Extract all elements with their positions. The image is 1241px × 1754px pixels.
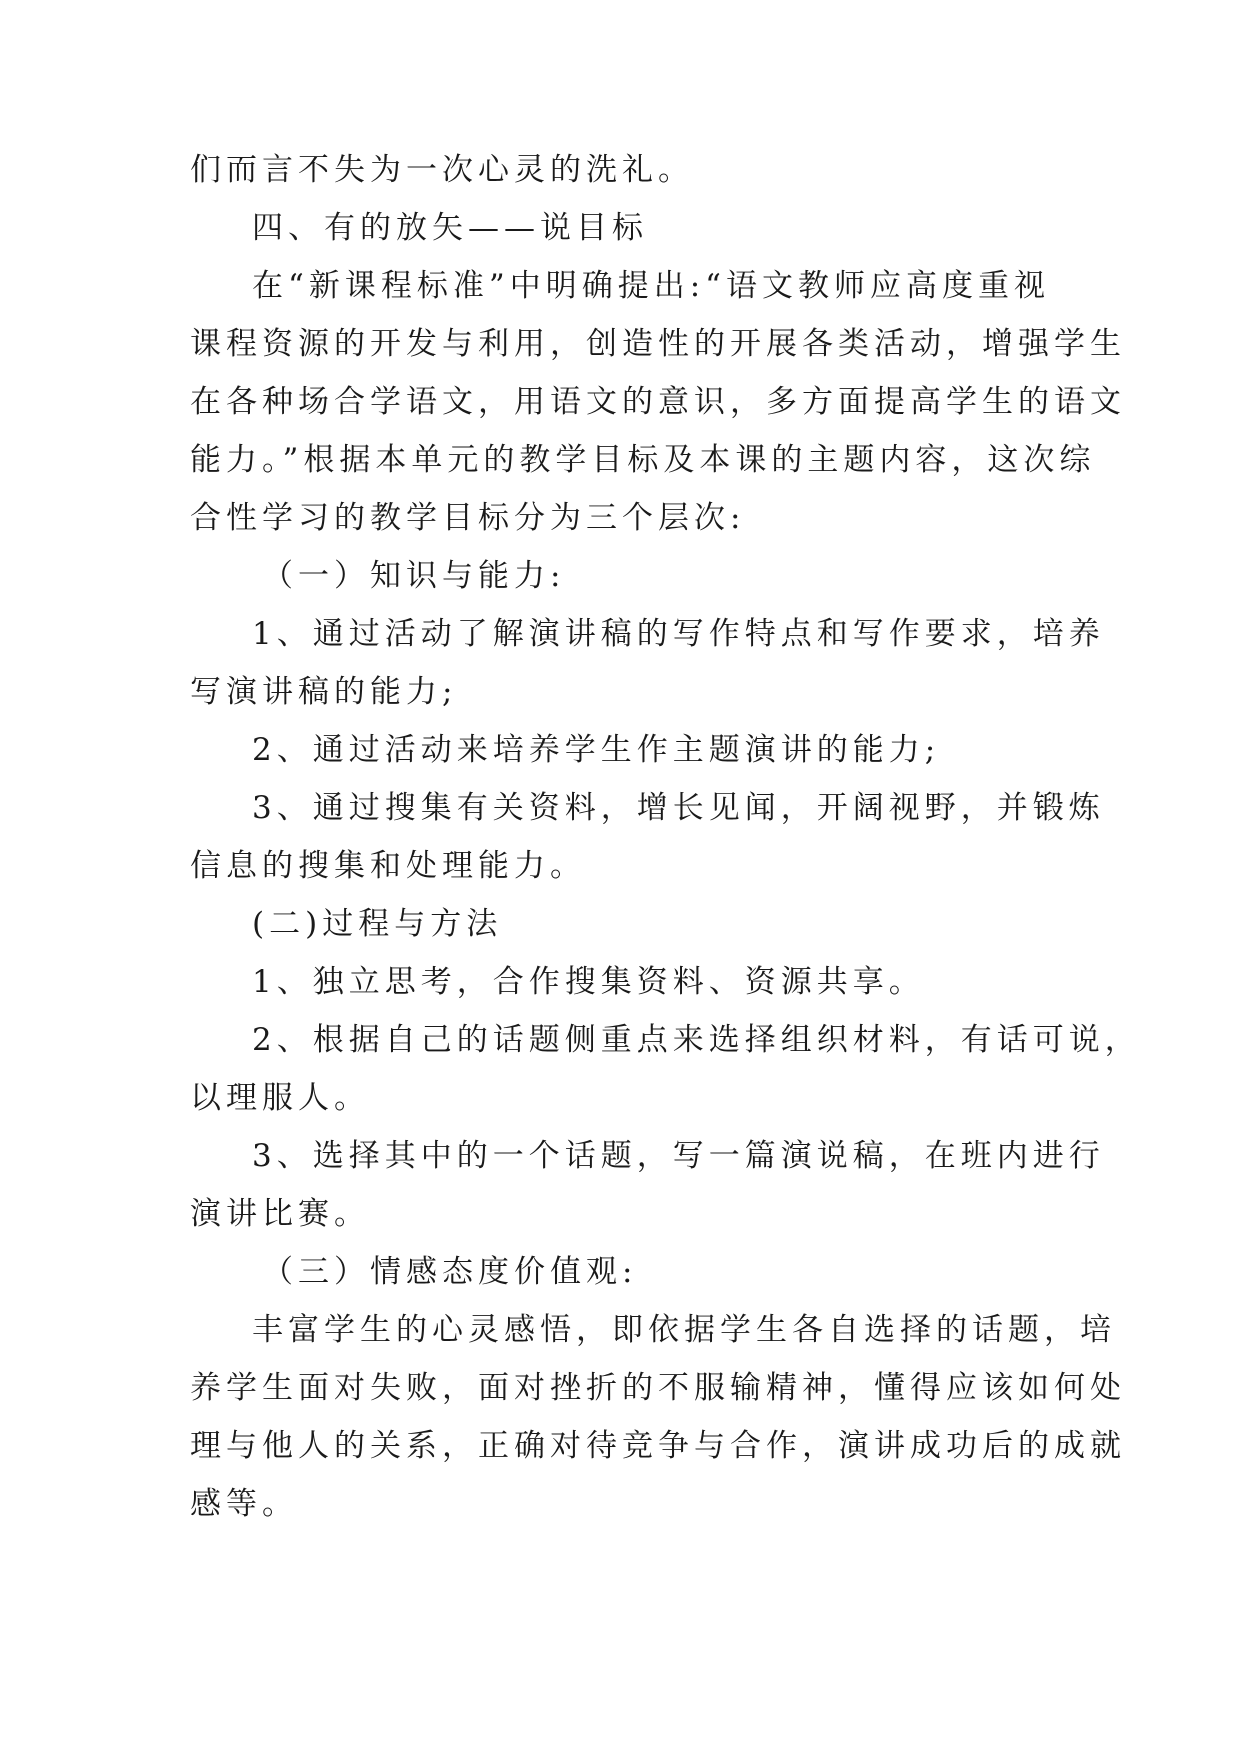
list-item: 2、通过活动来培养学生作主题演讲的能力; (252, 732, 941, 768)
list-item: 3、选择其中的一个话题，写一篇演说稿，在班内进行 (252, 1138, 1105, 1174)
paragraph-line: 演讲比赛。 (190, 1196, 370, 1232)
list-item: 1、独立思考，合作搜集资料、资源共享。 (252, 964, 925, 1000)
paragraph-line: 课程资源的开发与利用，创造性的开展各类活动，增强学生 (190, 326, 1126, 362)
paragraph-line: 理与他人的关系，正确对待竞争与合作，演讲成功后的成就 (190, 1428, 1126, 1464)
paragraph-line: 们而言不失为一次心灵的洗礼。 (190, 152, 694, 188)
paragraph-line: 合性学习的教学目标分为三个层次: (190, 500, 746, 536)
paragraph-line: 在“新课程标准”中明确提出:“语文教师应高度重视 (252, 268, 1050, 304)
paragraph-line: 写演讲稿的能力; (190, 674, 458, 710)
paragraph-line: 丰富学生的心灵感悟，即依据学生各自选择的话题，培 (252, 1312, 1116, 1348)
paragraph-line: 养学生面对失败，面对挫折的不服输精神，懂得应该如何处 (190, 1370, 1126, 1406)
paragraph-line: 感等。 (190, 1486, 298, 1522)
paragraph-line: 能力。”根据本单元的教学目标及本课的主题内容，这次综 (190, 442, 1096, 478)
list-item: 2、根据自己的话题侧重点来选择组织材料，有话可说， (252, 1022, 1141, 1058)
section-heading: 四、有的放矢——说目标 (252, 210, 648, 246)
subsection-heading: （三）情感态度价值观: (262, 1254, 638, 1290)
subsection-heading: (二)过程与方法 (252, 906, 503, 942)
list-item: 3、通过搜集有关资料，增长见闻，开阔视野，并锻炼 (252, 790, 1105, 826)
paragraph-line: 在各种场合学语文，用语文的意识，多方面提高学生的语文 (190, 384, 1126, 420)
list-item: 1、通过活动了解演讲稿的写作特点和写作要求，培养 (252, 616, 1105, 652)
subsection-heading: （一）知识与能力: (262, 558, 566, 594)
paragraph-line: 信息的搜集和处理能力。 (190, 848, 586, 884)
paragraph-line: 以理服人。 (190, 1080, 370, 1116)
